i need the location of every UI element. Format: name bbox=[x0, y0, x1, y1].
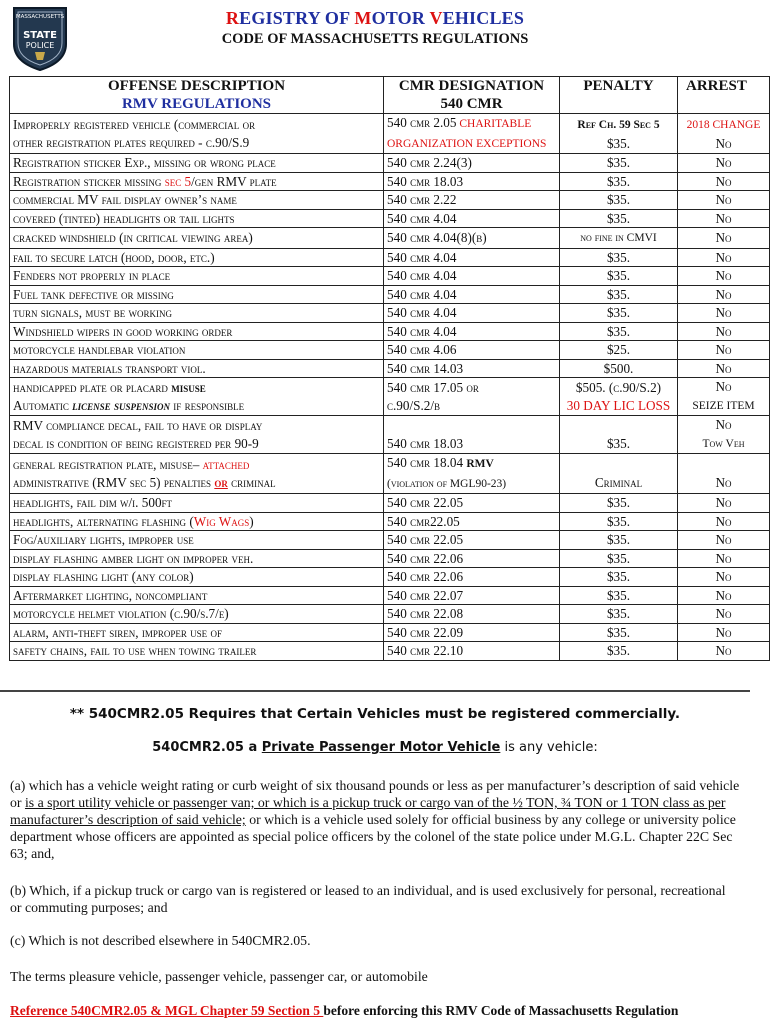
table-row bbox=[10, 114, 770, 154]
table-row bbox=[10, 228, 770, 249]
cmr-cell: 540 cmr 22.05 bbox=[384, 494, 560, 513]
penalty-cell: $35. bbox=[560, 586, 678, 605]
arrest-cell: No bbox=[678, 568, 770, 587]
cmr-cell: 540 cmr 22.05 bbox=[384, 531, 560, 550]
cmr-cell: 540 cmr 4.06 bbox=[384, 341, 560, 360]
arrest-cell: No bbox=[678, 154, 770, 173]
penalty-cell: $35. bbox=[560, 172, 678, 191]
table-row bbox=[10, 586, 770, 605]
table-row bbox=[10, 304, 770, 323]
table-row bbox=[10, 416, 770, 454]
penalty-cell: $25. bbox=[560, 341, 678, 360]
offense-cell: headlights, alternating flashing (Wig Wags) bbox=[10, 512, 384, 531]
penalty-cell: $35. bbox=[560, 531, 678, 550]
arrest-cell: 2018 CHANGE No bbox=[678, 114, 770, 154]
offense-cell: Windshield wipers in good working order bbox=[10, 322, 384, 341]
arrest-cell: No bbox=[678, 359, 770, 378]
cmr-cell: 540 cmr 22.07 bbox=[384, 586, 560, 605]
table-row bbox=[10, 359, 770, 378]
cmr-cell: 540 cmr 4.04 bbox=[384, 304, 560, 323]
penalty-cell: $35. bbox=[560, 416, 678, 454]
offense-cell: Registration sticker Exp., missing or wrong place bbox=[10, 154, 384, 173]
offense-cell: turn signals, must be working bbox=[10, 304, 384, 323]
penalty-cell: $35. bbox=[560, 304, 678, 323]
offense-cell: general registration plate, misuse– attached administrative (RMV sec 5) penalties or criminal bbox=[10, 454, 384, 494]
offense-cell: headlights, fail dim w/i. 500ft bbox=[10, 494, 384, 513]
table-row bbox=[10, 154, 770, 173]
arrest-cell: No bbox=[678, 322, 770, 341]
offense-cell: Registration sticker missing sec 5/gen RMV plate bbox=[10, 172, 384, 191]
table-row bbox=[10, 341, 770, 360]
offense-cell: Improperly registered vehicle (commercial or other registration plates required - c.90/S.9 bbox=[10, 114, 384, 154]
notes-definition: 540CMR2.05 a Private Passenger Motor Vehicle is any vehicle: bbox=[152, 740, 598, 755]
cmr-cell: 540 cmr 4.04 bbox=[384, 267, 560, 286]
penalty-cell: $35. bbox=[560, 322, 678, 341]
regulations-table bbox=[9, 76, 770, 661]
notes-heading: ** 540CMR2.05 Requires that Certain Vehicles must be registered commercially. bbox=[69, 706, 681, 722]
cmr-cell: 540 cmr 4.04(8)(b) bbox=[384, 228, 560, 249]
cmr-cell: 540 cmr 2.05 CHARITABLE ORGANIZATION EXCEPTIONS bbox=[384, 114, 560, 154]
notes-para-b: (b) Which, if a pickup truck or cargo van is registered or leased to an individual, and is used exclusively for personal, recreational or commuting purposes; and bbox=[10, 883, 726, 915]
notes-reference: Reference 540CMR2.05 & MGL Chapter 59 Section 5 before enforcing this RMV Code of Massachusetts Regulation bbox=[10, 1003, 679, 1018]
arrest-cell: No bbox=[678, 267, 770, 286]
notes-para-a: (a) which has a vehicle weight rating or curb weight of six thousand pounds or less as per manufacturer’s description of said vehicle or is a sport utility vehicle or passenger van; or which is a pickup truck or cargo van of the ½ TON, ¾ TON or 1 TON class as per manufacturer’s description of said vehicle; or which is a vehicle used solely for official business by any college or university police department whose officers are appointed as special police officers by the colonel of the state police under M.G.L. Chapter 22C Sec 63; and, bbox=[10, 778, 740, 861]
offense-cell: display flashing amber light on improper veh. bbox=[10, 549, 384, 568]
table-body bbox=[10, 114, 770, 661]
notes-para-d: The terms pleasure vehicle, passenger vehicle, passenger car, or automobile bbox=[10, 969, 428, 984]
arrest-cell: No bbox=[678, 531, 770, 550]
cmr-cell: 540 cmr 14.03 bbox=[384, 359, 560, 378]
cmr-cell: 540 cmr 17.05 or c.90/S.2/b bbox=[384, 378, 560, 416]
arrest-cell: No bbox=[678, 642, 770, 661]
table-row bbox=[10, 454, 770, 494]
arrest-cell: No bbox=[678, 623, 770, 642]
penalty-cell: $35. bbox=[560, 285, 678, 304]
cmr-cell: 540 cmr 18.04 RMV (violation of MGL90-23) bbox=[384, 454, 560, 494]
arrest-cell: No bbox=[678, 191, 770, 210]
header-arrest: ARREST bbox=[678, 77, 770, 114]
arrest-cell: No bbox=[678, 209, 770, 228]
table-row bbox=[10, 209, 770, 228]
table-row bbox=[10, 322, 770, 341]
offense-cell: commercial MV fail display owner’s name bbox=[10, 191, 384, 210]
offense-cell: motorcycle handlebar violation bbox=[10, 341, 384, 360]
table-row bbox=[10, 568, 770, 587]
notes-para-c: (c) Which is not described elsewhere in 540CMR2.05. bbox=[10, 933, 311, 948]
arrest-cell: No bbox=[678, 304, 770, 323]
cmr-cell: 540 cmr 22.06 bbox=[384, 549, 560, 568]
penalty-cell: $35. bbox=[560, 549, 678, 568]
cmr-cell: 540 cmr 22.08 bbox=[384, 605, 560, 624]
penalty-cell: $35. bbox=[560, 494, 678, 513]
arrest-cell: No bbox=[678, 248, 770, 267]
cmr-cell: 540 cmr 4.04 bbox=[384, 322, 560, 341]
badge-line-2: STATE bbox=[23, 30, 57, 41]
arrest-cell: No bbox=[678, 586, 770, 605]
table-row bbox=[10, 494, 770, 513]
table-row bbox=[10, 642, 770, 661]
penalty-cell: $35. bbox=[560, 512, 678, 531]
cmr-cell: 540 cmr 22.10 bbox=[384, 642, 560, 661]
table-row bbox=[10, 248, 770, 267]
cmr-cell: 540 cmr 18.03 bbox=[384, 416, 560, 454]
penalty-cell: no fine in CMVI bbox=[560, 228, 678, 249]
penalty-cell: $35. bbox=[560, 605, 678, 624]
page-header bbox=[0, 0, 750, 78]
arrest-cell: No bbox=[678, 454, 770, 494]
penalty-cell: $35. bbox=[560, 248, 678, 267]
offense-cell: covered (tinted) headlights or tail lights bbox=[10, 209, 384, 228]
badge-line-1: MASSACHUSETTS bbox=[15, 14, 65, 20]
cmr-cell: 540 cmr 2.24(3) bbox=[384, 154, 560, 173]
arrest-cell: No bbox=[678, 494, 770, 513]
offense-cell: Aftermarket lighting, noncompliant bbox=[10, 586, 384, 605]
penalty-cell: $35. bbox=[560, 568, 678, 587]
arrest-cell: No Tow Veh bbox=[678, 416, 770, 454]
notes-section bbox=[0, 690, 750, 1033]
header-penalty: PENALTY bbox=[560, 77, 678, 114]
cmr-cell: 540 cmr 4.04 bbox=[384, 248, 560, 267]
table-row bbox=[10, 623, 770, 642]
table-row bbox=[10, 267, 770, 286]
offense-cell: handicapped plate or placard misuse Automatic license suspension if responsible bbox=[10, 378, 384, 416]
page-subtitle: CODE OF MASSACHUSETTS REGULATIONS bbox=[221, 31, 529, 47]
penalty-cell: $505. (c.90/S.2) 30 DAY LIC LOSS bbox=[560, 378, 678, 416]
offense-cell: cracked windshield (in critical viewing area) bbox=[10, 228, 384, 249]
cmr-cell: 540 cmr22.05 bbox=[384, 512, 560, 531]
arrest-cell: No bbox=[678, 341, 770, 360]
offense-cell: hazardous materials transport viol. bbox=[10, 359, 384, 378]
table-row bbox=[10, 512, 770, 531]
arrest-cell: No bbox=[678, 285, 770, 304]
cmr-cell: 540 cmr 22.09 bbox=[384, 623, 560, 642]
cmr-cell: 540 cmr 2.22 bbox=[384, 191, 560, 210]
offense-cell: alarm, anti-theft siren, improper use of bbox=[10, 623, 384, 642]
penalty-cell: $35. bbox=[560, 642, 678, 661]
table-header-row bbox=[10, 77, 770, 114]
penalty-cell: $35. bbox=[560, 191, 678, 210]
offense-cell: motorcycle helmet violation (c.90/s.7/e) bbox=[10, 605, 384, 624]
arrest-cell: No bbox=[678, 228, 770, 249]
cmr-cell: 540 cmr 22.06 bbox=[384, 568, 560, 587]
table-row bbox=[10, 605, 770, 624]
penalty-cell: $35. bbox=[560, 623, 678, 642]
offense-cell: Fog/auxiliary lights, improper use bbox=[10, 531, 384, 550]
offense-cell: fail to secure latch (hood, door, etc.) bbox=[10, 248, 384, 267]
table-row bbox=[10, 285, 770, 304]
penalty-cell: $35. bbox=[560, 209, 678, 228]
arrest-cell: No SEIZE ITEM bbox=[678, 378, 770, 416]
penalty-cell: Ref Ch. 59 Sec 5 $35. bbox=[560, 114, 678, 154]
table-row bbox=[10, 531, 770, 550]
header-offense: OFFENSE DESCRIPTION RMV REGULATIONS bbox=[10, 77, 384, 114]
offense-cell: safety chains, fail to use when towing trailer bbox=[10, 642, 384, 661]
table-row bbox=[10, 378, 770, 416]
badge-line-3: POLICE bbox=[25, 41, 55, 50]
penalty-cell: $500. bbox=[560, 359, 678, 378]
cmr-cell: 540 cmr 4.04 bbox=[384, 209, 560, 228]
offense-cell: RMV compliance decal, fail to have or display decal is condition of being registered per 90-9 bbox=[10, 416, 384, 454]
arrest-cell: No bbox=[678, 512, 770, 531]
table-row bbox=[10, 191, 770, 210]
offense-cell: Fenders not properly in place bbox=[10, 267, 384, 286]
cmr-cell: 540 cmr 4.04 bbox=[384, 285, 560, 304]
penalty-cell: $35. bbox=[560, 267, 678, 286]
table-row bbox=[10, 172, 770, 191]
offense-cell: display flashing light (any color) bbox=[10, 568, 384, 587]
offense-cell: Fuel tank defective or missing bbox=[10, 285, 384, 304]
cmr-cell: 540 cmr 18.03 bbox=[384, 172, 560, 191]
table-row bbox=[10, 549, 770, 568]
arrest-cell: No bbox=[678, 172, 770, 191]
penalty-cell: $35. bbox=[560, 154, 678, 173]
arrest-cell: No bbox=[678, 605, 770, 624]
arrest-cell: No bbox=[678, 549, 770, 568]
header-cmr: CMR DESIGNATION 540 CMR bbox=[384, 77, 560, 114]
penalty-cell: Criminal bbox=[560, 454, 678, 494]
page-title: REGISTRY OF MOTOR VEHICLES bbox=[225, 8, 525, 28]
